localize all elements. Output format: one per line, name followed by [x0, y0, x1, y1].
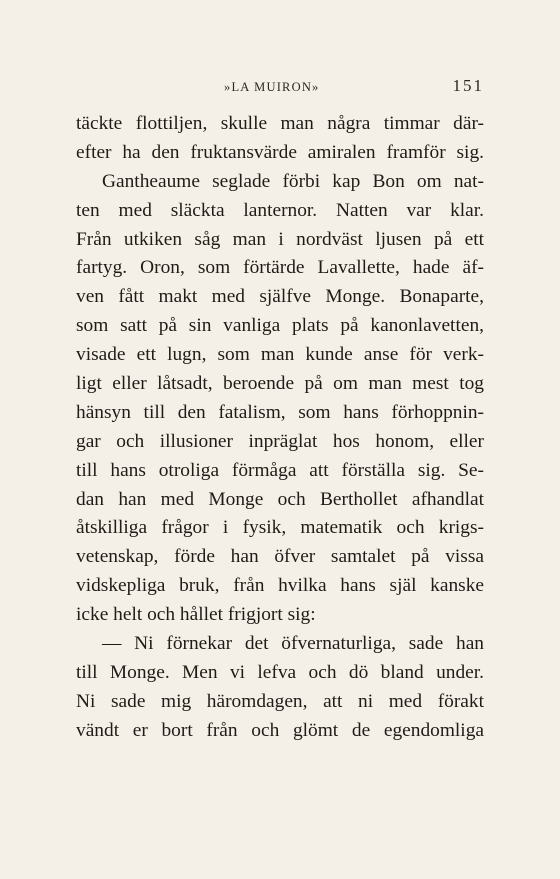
- text-line: Från utkiken såg man i nordväst ljusen på ett: [76, 228, 484, 250]
- text-line: vetenskap, förde han öfver samtalet på vissa: [76, 546, 484, 568]
- text-line: ten med släckta lanternor. Natten var klar.: [76, 199, 484, 221]
- running-title: »LA MUIRON»: [224, 80, 320, 94]
- text-line: vidskepliga bruk, från hvilka hans själ kanske: [76, 575, 484, 597]
- text-line: efter ha den fruktansvärde amiralen framför sig.: [76, 141, 484, 163]
- text-line: åtskilliga frågor i fysik, matematik och krigs-: [76, 517, 484, 539]
- text-line: Ni sade mig häromdagen, att ni med förakt: [76, 690, 484, 712]
- text-line: icke helt och hållet frigjort sig:: [76, 604, 316, 626]
- text-line: fartyg. Oron, som förtärde Lavallette, hade äf-: [76, 257, 484, 279]
- text-line: Gantheaume seglade förbi kap Bon om nat-: [102, 170, 484, 192]
- text-line: dan han med Monge och Berthollet afhandlat: [76, 488, 484, 510]
- text-line: som satt på sin vanliga plats på kanonlavetten,: [76, 315, 484, 337]
- text-line: visade ett lugn, som man kunde anse för verk-: [76, 344, 484, 366]
- text-line: hänsyn till den fatalism, som hans förhoppnin-: [76, 401, 484, 423]
- text-line: till hans otroliga förmåga att förställa sig. Se-: [76, 459, 484, 481]
- body-text: [76, 110, 484, 746]
- text-line: till Monge. Men vi lefva och dö bland under.: [76, 661, 484, 683]
- text-line: vändt er bort från och glömt de egendomliga: [76, 719, 484, 741]
- page-number: 151: [452, 76, 484, 95]
- text-line: täckte flottiljen, skulle man några timmar där-: [76, 113, 484, 134]
- text-line: ven fått makt med själfve Monge. Bonaparte,: [76, 286, 484, 308]
- text-line: ligt eller låtsadt, beroende på om man mest tog: [76, 373, 484, 395]
- running-head: [0, 76, 560, 100]
- text-line: gar och illusioner inpräglat hos honom, eller: [76, 430, 484, 452]
- text-line: — Ni förnekar det öfvernaturliga, sade han: [102, 633, 484, 655]
